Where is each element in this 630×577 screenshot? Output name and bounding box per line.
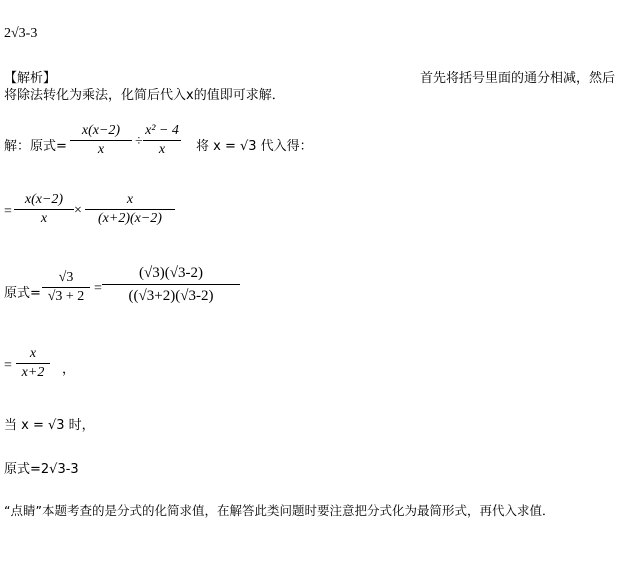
fraction-4-numerator: x — [126, 192, 134, 207]
fraction-5-numerator: √3 — [58, 270, 74, 285]
fraction-2-numerator: x² − 4 — [145, 123, 179, 138]
fraction-3-bar — [14, 209, 74, 210]
substitution-text: 将 x = √3 代入得： — [196, 139, 313, 154]
fraction-2 — [143, 123, 181, 158]
fraction-7-denominator: x+2 — [21, 365, 45, 380]
fraction-2-bar — [143, 140, 181, 141]
fraction-1-denominator: x — [97, 142, 105, 157]
equals-2: = — [94, 281, 102, 296]
when-text: 当 x = √3 时， — [4, 418, 95, 433]
fraction-2-denominator: x — [158, 142, 166, 157]
fraction-3 — [14, 192, 74, 227]
divide-sign: ÷ — [135, 134, 143, 149]
fraction-1-numerator: x(x−2) — [81, 123, 121, 138]
analysis-text-line2: 将除法转化为乘法，化简后代入x的值即可求解． — [4, 88, 285, 103]
fraction-4-denominator: (x+2)(x−2) — [98, 211, 162, 226]
fraction-7-numerator: x — [29, 346, 37, 361]
original-label: 原式= — [4, 286, 41, 301]
analysis-text-right: 首先将括号里面的通分相减，然后 — [420, 71, 616, 86]
answer: 2√3-3 — [4, 26, 38, 41]
comma: ， — [62, 362, 76, 377]
fraction-6 — [102, 263, 240, 306]
fraction-3-numerator: x(x−2) — [24, 192, 64, 207]
comment-text: “点睛”本题考查的是分式的化简求值，在解答此类问题时要注意把分式化为最简形式，再代入求值． — [4, 503, 555, 518]
fraction-5 — [42, 270, 90, 305]
solution-prefix: 解：原式= — [4, 139, 67, 154]
fraction-1 — [70, 123, 132, 158]
fraction-6-bar — [102, 284, 240, 285]
step4-equals: = — [4, 358, 12, 373]
fraction-7 — [16, 346, 50, 381]
fraction-5-denominator: √3 + 2 — [47, 289, 85, 304]
fraction-5-bar — [42, 287, 90, 288]
times-sign: × — [74, 203, 82, 218]
fraction-6-denominator: ((√3+2)(√3-2) — [128, 288, 214, 304]
fraction-4 — [85, 192, 175, 227]
fraction-3-denominator: x — [40, 211, 48, 226]
fraction-6-numerator: (√3)(√3-2) — [139, 265, 203, 281]
final-result: 原式=2√3-3 — [4, 462, 79, 477]
step2-equals: = — [4, 204, 12, 219]
fraction-1-bar — [70, 140, 132, 141]
analysis-label: 【解析】 — [4, 71, 57, 86]
fraction-4-bar — [85, 209, 175, 210]
fraction-7-bar — [16, 363, 50, 364]
